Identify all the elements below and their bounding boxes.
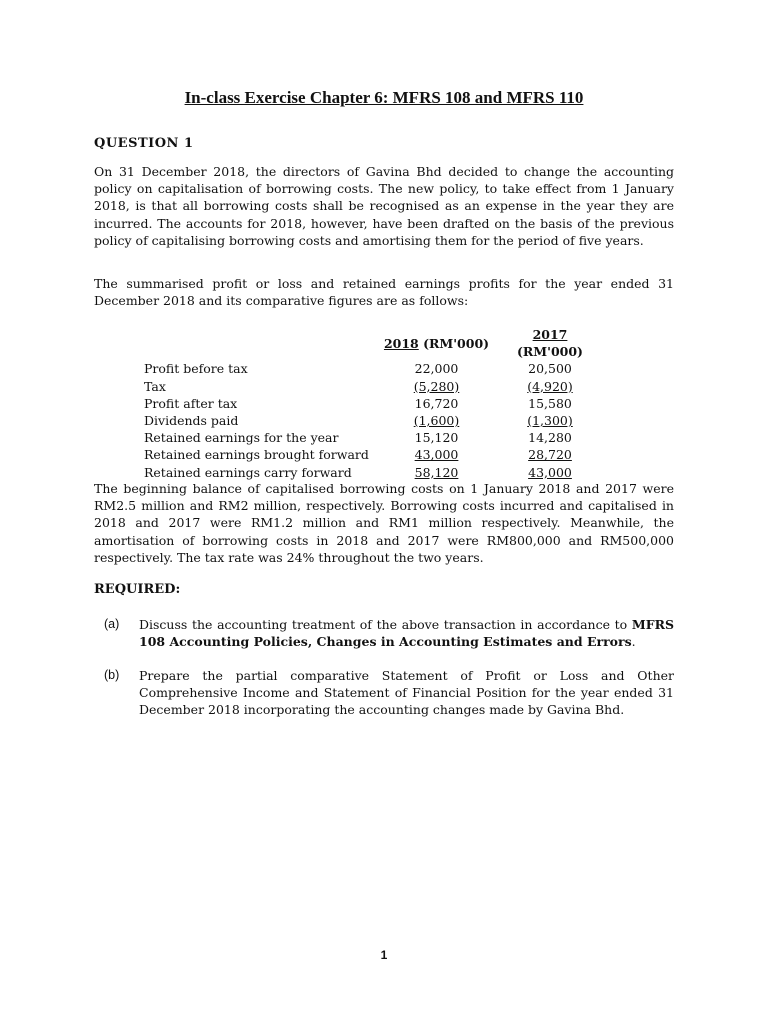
value-2018-cell [373, 412, 500, 429]
row-label: Retained earnings for the year [144, 430, 339, 446]
item-a-standard-name: MFRS 108 Accounting Policies, Changes in Accounting Estimates and Errors [139, 617, 674, 650]
value-2018: 22,000 [414, 361, 459, 377]
item-a-period: . [631, 634, 636, 650]
value-2018-cell [373, 446, 500, 463]
document-title: In-class Exercise Chapter 6: MFRS 108 and MFRS 110 [184, 88, 584, 107]
header-2018 [373, 326, 500, 360]
item-b-text: Prepare the partial comparative Statement of Profit or Loss and Other Comprehensive Income and Statement of Financial Position for the year ended 31 December 2018 incorporating the accounting changes made by Gavina Bhd. [139, 668, 674, 718]
header-2017-unit: (RM'000) [517, 344, 583, 360]
value-2017-cell [500, 378, 600, 395]
value-2017-cell [500, 446, 600, 463]
row-label: Retained earnings brought forward [144, 447, 369, 463]
row-label: Dividends paid [144, 413, 239, 429]
required-heading: REQUIRED: [94, 582, 181, 597]
question-heading: QUESTION 1 [94, 136, 194, 151]
table-row [140, 395, 600, 412]
item-a-text [139, 616, 674, 650]
row-label: Profit after tax [144, 395, 238, 411]
header-blank [140, 326, 373, 360]
header-2017-year: 2017 [532, 327, 568, 342]
retained-earnings-table [140, 326, 600, 481]
value-2017-cell [500, 464, 600, 481]
table-row [140, 378, 600, 395]
value-2017: 14,280 [528, 430, 572, 446]
value-2017: 15,580 [528, 395, 572, 411]
header-2017 [500, 326, 600, 360]
summary-paragraph: The summarised profit or loss and retained earnings profits for the year ended 31 December 2018 and its comparative figures are as follows: [94, 276, 674, 309]
table-row [140, 412, 600, 429]
value-2018-cell [373, 378, 500, 395]
value-2017: 20,500 [528, 361, 572, 377]
item-b-label: (b) [104, 668, 120, 682]
borrowing-costs-paragraph: The beginning balance of capitalised borrowing costs on 1 January 2018 and 2017 were RM2.5 million and RM2 million, respectively. Borrowing costs incurred and capitalised in 2018 and 2017 were RM1.2 million and RM1 million respectively. Meanwhile, the amortisation of borrowing costs in 2018 and 2017 were RM800,000 and RM500,000 respectively. The tax rate was 24% throughout the two years. [94, 481, 674, 565]
value-2018: 58,120 [414, 464, 459, 480]
value-2018: (1,600) [413, 413, 460, 429]
row-label: Profit before tax [144, 361, 248, 377]
page-number: 1 [380, 948, 388, 962]
item-a-plain: Discuss the accounting treatment of the above transaction in accordance to [139, 617, 632, 632]
table-row [140, 464, 600, 481]
header-2018-unit: (RM'000) [418, 335, 490, 351]
table-row [140, 429, 600, 446]
intro-paragraph: On 31 December 2018, the directors of Gavina Bhd decided to change the accounting policy on capitalisation of borrowing costs. The new policy, to take effect from 1 January 2018, is that all borrowing costs shall be recognised as an expense in the year they are incurred. The accounts for 2018, however, have been drafted on the basis of the previous policy of capitalising borrowing costs and amortising them for the period of five years. [94, 164, 674, 248]
value-2017: 28,720 [528, 447, 572, 463]
table-row [140, 360, 600, 377]
value-2018: 15,120 [414, 430, 459, 446]
value-2017-cell [500, 412, 600, 429]
table-row [140, 446, 600, 463]
row-label: Retained earnings carry forward [144, 464, 352, 480]
value-2018-cell [373, 464, 500, 481]
row-label: Tax [144, 378, 166, 394]
item-a-label: (a) [104, 617, 120, 631]
value-2017: (1,300) [527, 413, 573, 429]
value-2018: 43,000 [414, 447, 459, 463]
header-2018-year: 2018 [383, 335, 419, 351]
value-2017: 43,000 [528, 464, 572, 480]
value-2017: (4,920) [527, 378, 573, 394]
value-2018: 16,720 [414, 395, 459, 411]
value-2018: (5,280) [413, 378, 460, 394]
table-header-row [140, 326, 600, 360]
